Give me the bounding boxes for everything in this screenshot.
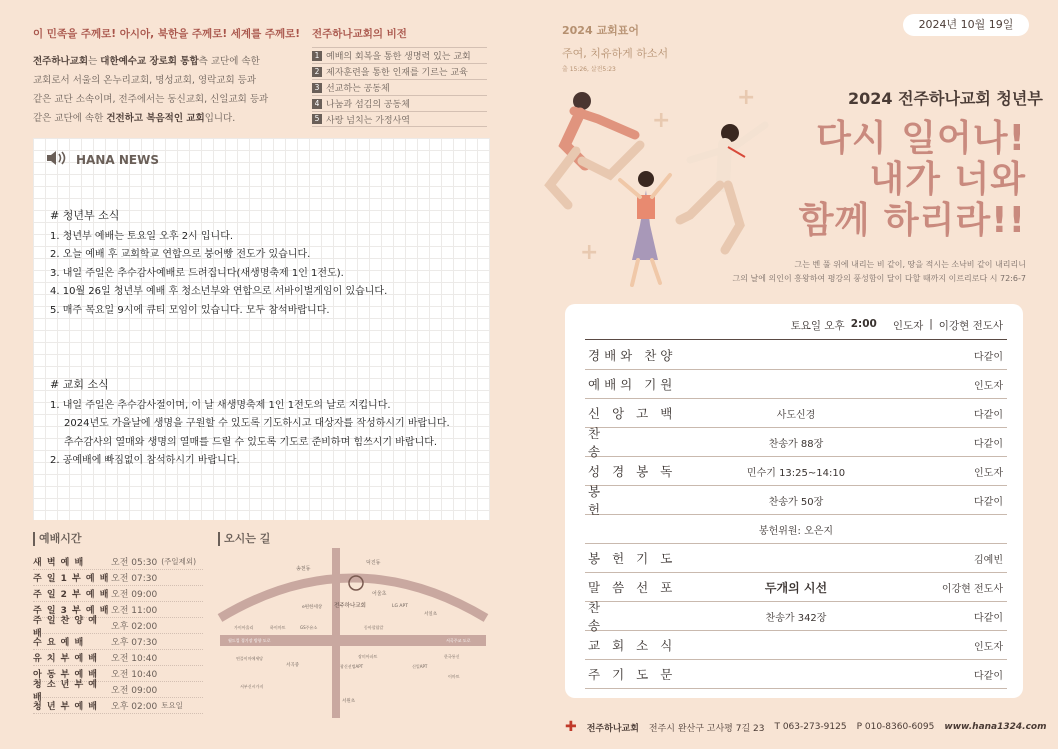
map-label: LG APT bbox=[392, 604, 408, 609]
youth-news-heading: # 청년부 소식 bbox=[50, 209, 120, 222]
service-times-title: 예배시간 bbox=[33, 532, 203, 546]
order-item-detail: 봉헌위원: 오은지 bbox=[758, 525, 834, 537]
order-item-leader: 이강현 전도사 bbox=[941, 583, 1003, 595]
location-map bbox=[216, 548, 490, 718]
order-item-leader: 다같이 bbox=[974, 351, 1003, 363]
vision-title: 전주하나교회의 비전 bbox=[312, 28, 407, 40]
news-item: 3. 내일 주일은 추수감사예배로 드려집니다(새생명축제 1인 1전도). bbox=[50, 267, 344, 279]
map-label: 월드컵 경기장 방향 도로 bbox=[228, 638, 271, 643]
order-item-leader: 다같이 bbox=[974, 612, 1003, 624]
service-times bbox=[33, 532, 203, 714]
order-item-leader: 인도자 bbox=[974, 380, 1003, 392]
map-label: 동아할랍칼 bbox=[364, 625, 384, 630]
mission-statement: 이 민족을 주께로! 아시아, 북한을 주께로! 세계를 주께로! bbox=[33, 28, 301, 40]
order-item-title: 주기도문 bbox=[588, 667, 685, 682]
map-label: 서원초 bbox=[342, 699, 356, 704]
order-item-title: 경배와 찬양 bbox=[588, 348, 677, 363]
order-item-title: 찬송 bbox=[588, 426, 659, 459]
map-label: 하이마트 bbox=[270, 625, 286, 630]
news-title: HANA NEWS bbox=[76, 152, 159, 167]
order-item-detail: 민수기 13:25~14:10 bbox=[746, 467, 846, 479]
vision-list bbox=[312, 26, 487, 127]
service-time-row: 주 일 1 부 예 배 오전 07:30 bbox=[33, 570, 203, 586]
order-row bbox=[585, 486, 1007, 515]
order-row bbox=[585, 428, 1007, 457]
order-item-leader: 다같이 bbox=[974, 409, 1003, 421]
map-label: 덕진동 bbox=[366, 560, 381, 566]
footer-address: 전주시 완산구 고사평 7길 23 bbox=[648, 723, 765, 734]
news-item: 1. 내일 주일은 추수감사절이며, 이 날 새생명축제 1인 1전도의 날로 지킵니다. bbox=[50, 399, 391, 411]
vision-item: 1 예배의 회복을 통한 생명력 있는 교회 bbox=[312, 47, 487, 63]
scripture-verse: 그는 벤 풀 위에 내리는 비 같이, 땅을 적시는 소낙비 같이 내리리니 그의 날에 의인이 흥왕하여 평강의 풍성함이 달이 다할 때까지 이르리로다 시 72:6-7 bbox=[732, 260, 1026, 283]
vision-item: 3 선교하는 공동체 bbox=[312, 79, 487, 95]
order-item-detail: 찬송가 50장 bbox=[768, 496, 824, 508]
plus-decoration-icon: + bbox=[580, 240, 599, 265]
order-item-leader: 인도자 bbox=[974, 641, 1003, 653]
order-item-detail: 두개의 시선 bbox=[764, 580, 828, 595]
map-label: 한국통신 bbox=[444, 654, 460, 659]
plus-decoration-icon: + bbox=[652, 108, 671, 133]
map-label: 서일초 bbox=[424, 612, 438, 617]
service-time-row: 새 벽 예 배 오전 05:30 (주일제외) bbox=[33, 554, 203, 570]
order-item-title: 말씀선포 bbox=[588, 580, 685, 595]
vision-item: 4 나눔과 섬김의 공동체 bbox=[312, 95, 487, 111]
news-item: 4. 10월 26일 청년부 예배 후 청소년부와 연합으로 서바이벌게임이 있습니다. bbox=[50, 286, 388, 297]
footer bbox=[565, 719, 1047, 735]
order-item-title: 성경봉독 bbox=[588, 464, 685, 479]
theme-year: 2024 교회표어 bbox=[562, 24, 639, 37]
order-item-title: 교회소식 bbox=[588, 638, 685, 653]
order-item-leader: 인도자 bbox=[974, 467, 1003, 479]
plus-decoration-icon: + bbox=[737, 85, 756, 110]
order-item-leader: 다같이 bbox=[974, 438, 1003, 450]
order-row bbox=[585, 660, 1007, 689]
news-item: 추수감사의 열매와 생명의 열매를 드릴 수 있도록 기도로 준비하며 힘쓰시기 바랍니다. bbox=[64, 436, 438, 448]
footer-website: www.hana1324.com bbox=[944, 722, 1047, 732]
speaker-icon bbox=[46, 150, 68, 169]
map-label: 광신선법APT bbox=[340, 664, 364, 669]
order-item-leader: 다같이 bbox=[974, 496, 1003, 508]
church-news bbox=[50, 376, 480, 471]
map-label: 서곡주교 도로 bbox=[446, 638, 471, 643]
order-row bbox=[585, 544, 1007, 573]
order-item-title: 봉헌 bbox=[588, 484, 659, 517]
footer-tel: T 063-273-9125 bbox=[774, 722, 847, 732]
church-news-heading: # 교회 소식 bbox=[50, 378, 109, 391]
order-item-title: 찬송 bbox=[588, 600, 659, 633]
church-description: 전주하나교회는 대한예수교 장로회 통합측 교단에 속한 교회로서 서울의 온누리교회, 명성교회, 영락교회 등과 같은 교단 소속이며, 전주에서는 동신교회, 신일교회 등과 같은 교단에 속한 건전하고 복음적인 교회입니다. bbox=[33, 56, 269, 124]
order-of-service bbox=[565, 304, 1023, 698]
vision-item: 5 사랑 넘치는 가정사역 bbox=[312, 111, 487, 127]
service-time-row: 아 동 부 예 배 오전 10:40 bbox=[33, 666, 203, 682]
youth-dept-title: 2024 전주하나교회 청년부 bbox=[848, 89, 1043, 108]
order-item-title: 봉헌기도 bbox=[588, 551, 685, 566]
map-label: 신일APT bbox=[412, 664, 428, 669]
order-row bbox=[585, 341, 1007, 370]
footer-phone: P 010-8360-6095 bbox=[856, 722, 935, 732]
order-item-title: 신앙고백 bbox=[588, 406, 685, 421]
service-time-row: 청 소 년 부 예 배 오전 09:00 bbox=[33, 682, 203, 698]
order-item-title: 예배의 기원 bbox=[588, 377, 677, 392]
order-item-leader: 김예빈 bbox=[974, 554, 1003, 566]
map-label: 장미아파트 bbox=[358, 654, 378, 659]
service-time-row: 청 년 부 예 배 오후 02:00 토요일 bbox=[33, 698, 203, 714]
news-item: 1. 청년부 예배는 토요일 오후 2시 입니다. bbox=[50, 230, 234, 242]
service-time-row: 유 치 부 예 배 오전 10:40 bbox=[33, 650, 203, 666]
news-item: 2024년도 가을날에 생명을 구원할 수 있도록 기도하시고 대상자를 작성하시기 바랍니다. bbox=[64, 418, 450, 429]
order-row bbox=[585, 515, 1007, 544]
news-item: 5. 매주 목요일 9시에 큐티 모임이 있습니다. 모두 참석바랍니다. bbox=[50, 304, 330, 316]
church-logo-icon: ✚ bbox=[565, 719, 577, 735]
map-label: 연플이마에세당 bbox=[236, 656, 264, 661]
service-time-row: 주 일 찬 양 예 배 오후 02:00 bbox=[33, 618, 203, 634]
news-item: 2. 공예배에 빠짐없이 참석하시기 바랍니다. bbox=[50, 455, 240, 466]
news-header bbox=[46, 150, 159, 169]
map-label: e편한세상 bbox=[302, 605, 323, 610]
directions-title: 오시는 길 bbox=[218, 532, 270, 546]
map-label: GS주유소 bbox=[300, 625, 318, 630]
service-time-row: 주 일 3 부 예 배 오전 11:00 bbox=[33, 602, 203, 618]
vision-item: 2 제자훈련을 통한 인재를 기르는 교육 bbox=[312, 63, 487, 79]
order-item-leader: 다같이 bbox=[974, 670, 1003, 682]
youth-news bbox=[50, 207, 480, 320]
church-theme bbox=[562, 22, 668, 73]
order-row bbox=[585, 631, 1007, 660]
service-time-row: 주 일 2 부 예 배 오전 09:00 bbox=[33, 586, 203, 602]
order-item-detail: 찬송가 88장 bbox=[768, 438, 824, 450]
map-label: 서곡중 bbox=[286, 663, 300, 668]
map-label: 어울초 bbox=[372, 591, 387, 597]
news-item: 2. 오늘 예배 후 교회학교 연합으로 붕어빵 전도가 있습니다. bbox=[50, 249, 311, 260]
order-row bbox=[585, 602, 1007, 631]
theme-reference: 출 15:26, 살전5:23 bbox=[562, 66, 616, 73]
order-header: 토요일 오후 2:00 인도자 | 이강현 전도사 bbox=[790, 318, 1003, 332]
map-label: 전주하나교회 bbox=[334, 603, 366, 609]
order-row bbox=[585, 370, 1007, 399]
map-label: 가이아울리 bbox=[234, 625, 254, 630]
order-item-detail: 찬송가 342장 bbox=[765, 612, 827, 624]
order-item-detail: 사도신경 bbox=[776, 409, 816, 421]
map-label: 이마트 bbox=[448, 674, 460, 679]
map-label: 서부신시가지 bbox=[240, 684, 264, 689]
theme-motto: 주여, 치유하게 하소서 bbox=[562, 47, 669, 60]
map-label: 송천동 bbox=[296, 566, 311, 572]
hero-headline: 다시 일어나! 내가 너와 함께 하리라!! bbox=[798, 118, 1026, 241]
service-time-row: 수 요 예 배 오후 07:30 bbox=[33, 634, 203, 650]
footer-church-name: 전주하나교회 bbox=[586, 723, 639, 734]
bulletin-date: 2024년 10월 19일 bbox=[903, 14, 1029, 36]
